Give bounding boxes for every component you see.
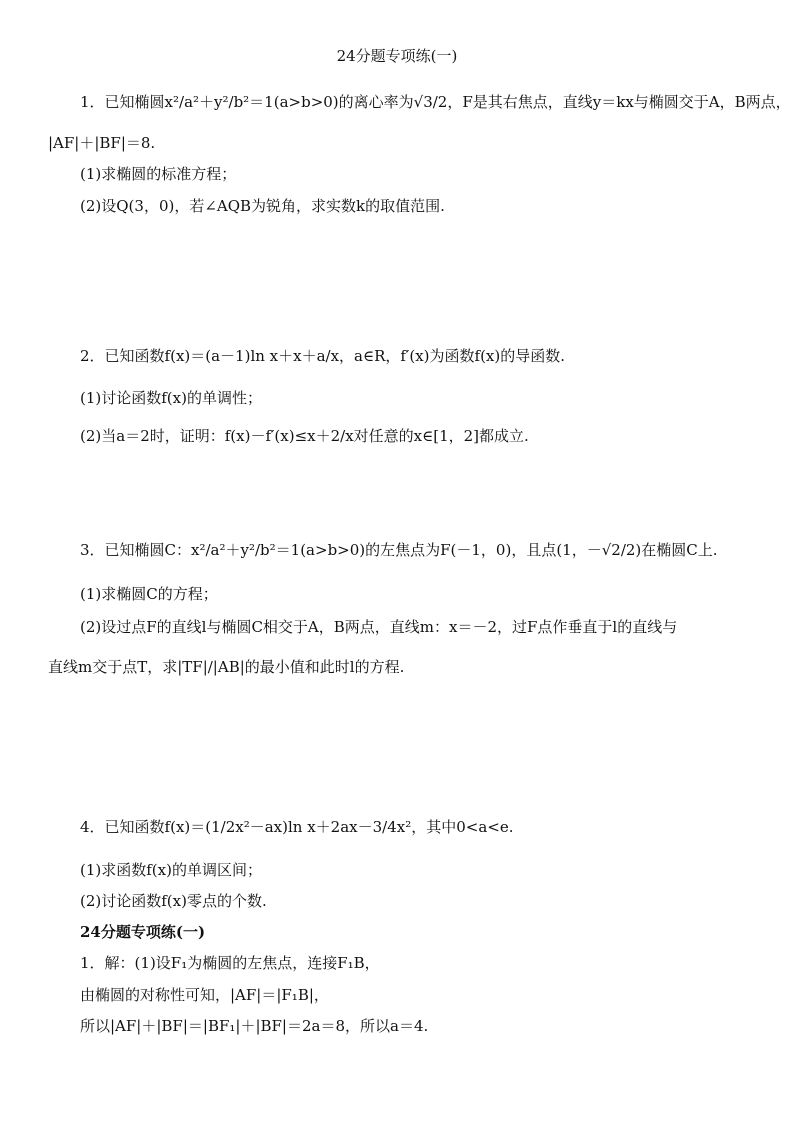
problem-4-stem: 4．已知函数f(x)＝(1/2x²－ax)ln x＋2ax－3/4x²，其中0<a<e.	[80, 818, 514, 836]
problem-3-part-2-continued: 直线m交于点T，求|TF|/|AB|的最小值和此时l的方程.	[48, 658, 405, 676]
problem-1-part-1: (1)求椭圆的标准方程；	[80, 165, 237, 183]
problem-1-stem-continued: |AF|＋|BF|＝8.	[48, 134, 156, 152]
answer-line-3: 所以|AF|＋|BF|＝|BF₁|＋|BF|＝2a＝8，所以a＝4.	[80, 1017, 429, 1035]
answers-title: 24分题专项练(一)	[80, 923, 206, 941]
answer-line-2: 由椭圆的对称性可知，|AF|＝|F₁B|，	[80, 986, 329, 1004]
problem-3-part-2: (2)设过点F的直线l与椭圆C相交于A，B两点，直线m：x＝－2，过F点作垂直于l的直线与	[80, 618, 678, 636]
problem-1-part-2: (2)设Q(3，0)，若∠AQB为锐角，求实数k的取值范围.	[80, 197, 445, 215]
problem-3-part-1: (1)求椭圆C的方程；	[80, 585, 218, 603]
page-title: 24分题专项练(一)	[336, 47, 458, 65]
problem-4-part-1: (1)求函数f(x)的单调区间；	[80, 861, 262, 879]
problem-1-stem: 1．已知椭圆x²/a²＋y²/b²＝1(a>b>0)的离心率为√3/2，F是其右焦点，直线y＝kx与椭圆交于A，B两点，	[80, 93, 791, 111]
problem-2-stem: 2．已知函数f(x)＝(a－1)ln x＋x＋a/x，a∈R，f′(x)为函数f(x)的导函数.	[80, 347, 565, 365]
problem-4-part-2: (2)讨论函数f(x)零点的个数.	[80, 892, 267, 910]
problem-2-part-2: (2)当a＝2时，证明：f(x)－f′(x)≤x＋2/x对任意的x∈[1，2]都成立.	[80, 427, 529, 445]
problem-2-part-1: (1)讨论函数f(x)的单调性；	[80, 389, 262, 407]
problem-3-stem: 3．已知椭圆C：x²/a²＋y²/b²＝1(a>b>0)的左焦点为F(－1，0)，且点(1，－√2/2)在椭圆C上.	[80, 541, 718, 559]
answer-line-1: 1．解：(1)设F₁为椭圆的左焦点，连接F₁B，	[80, 954, 380, 972]
